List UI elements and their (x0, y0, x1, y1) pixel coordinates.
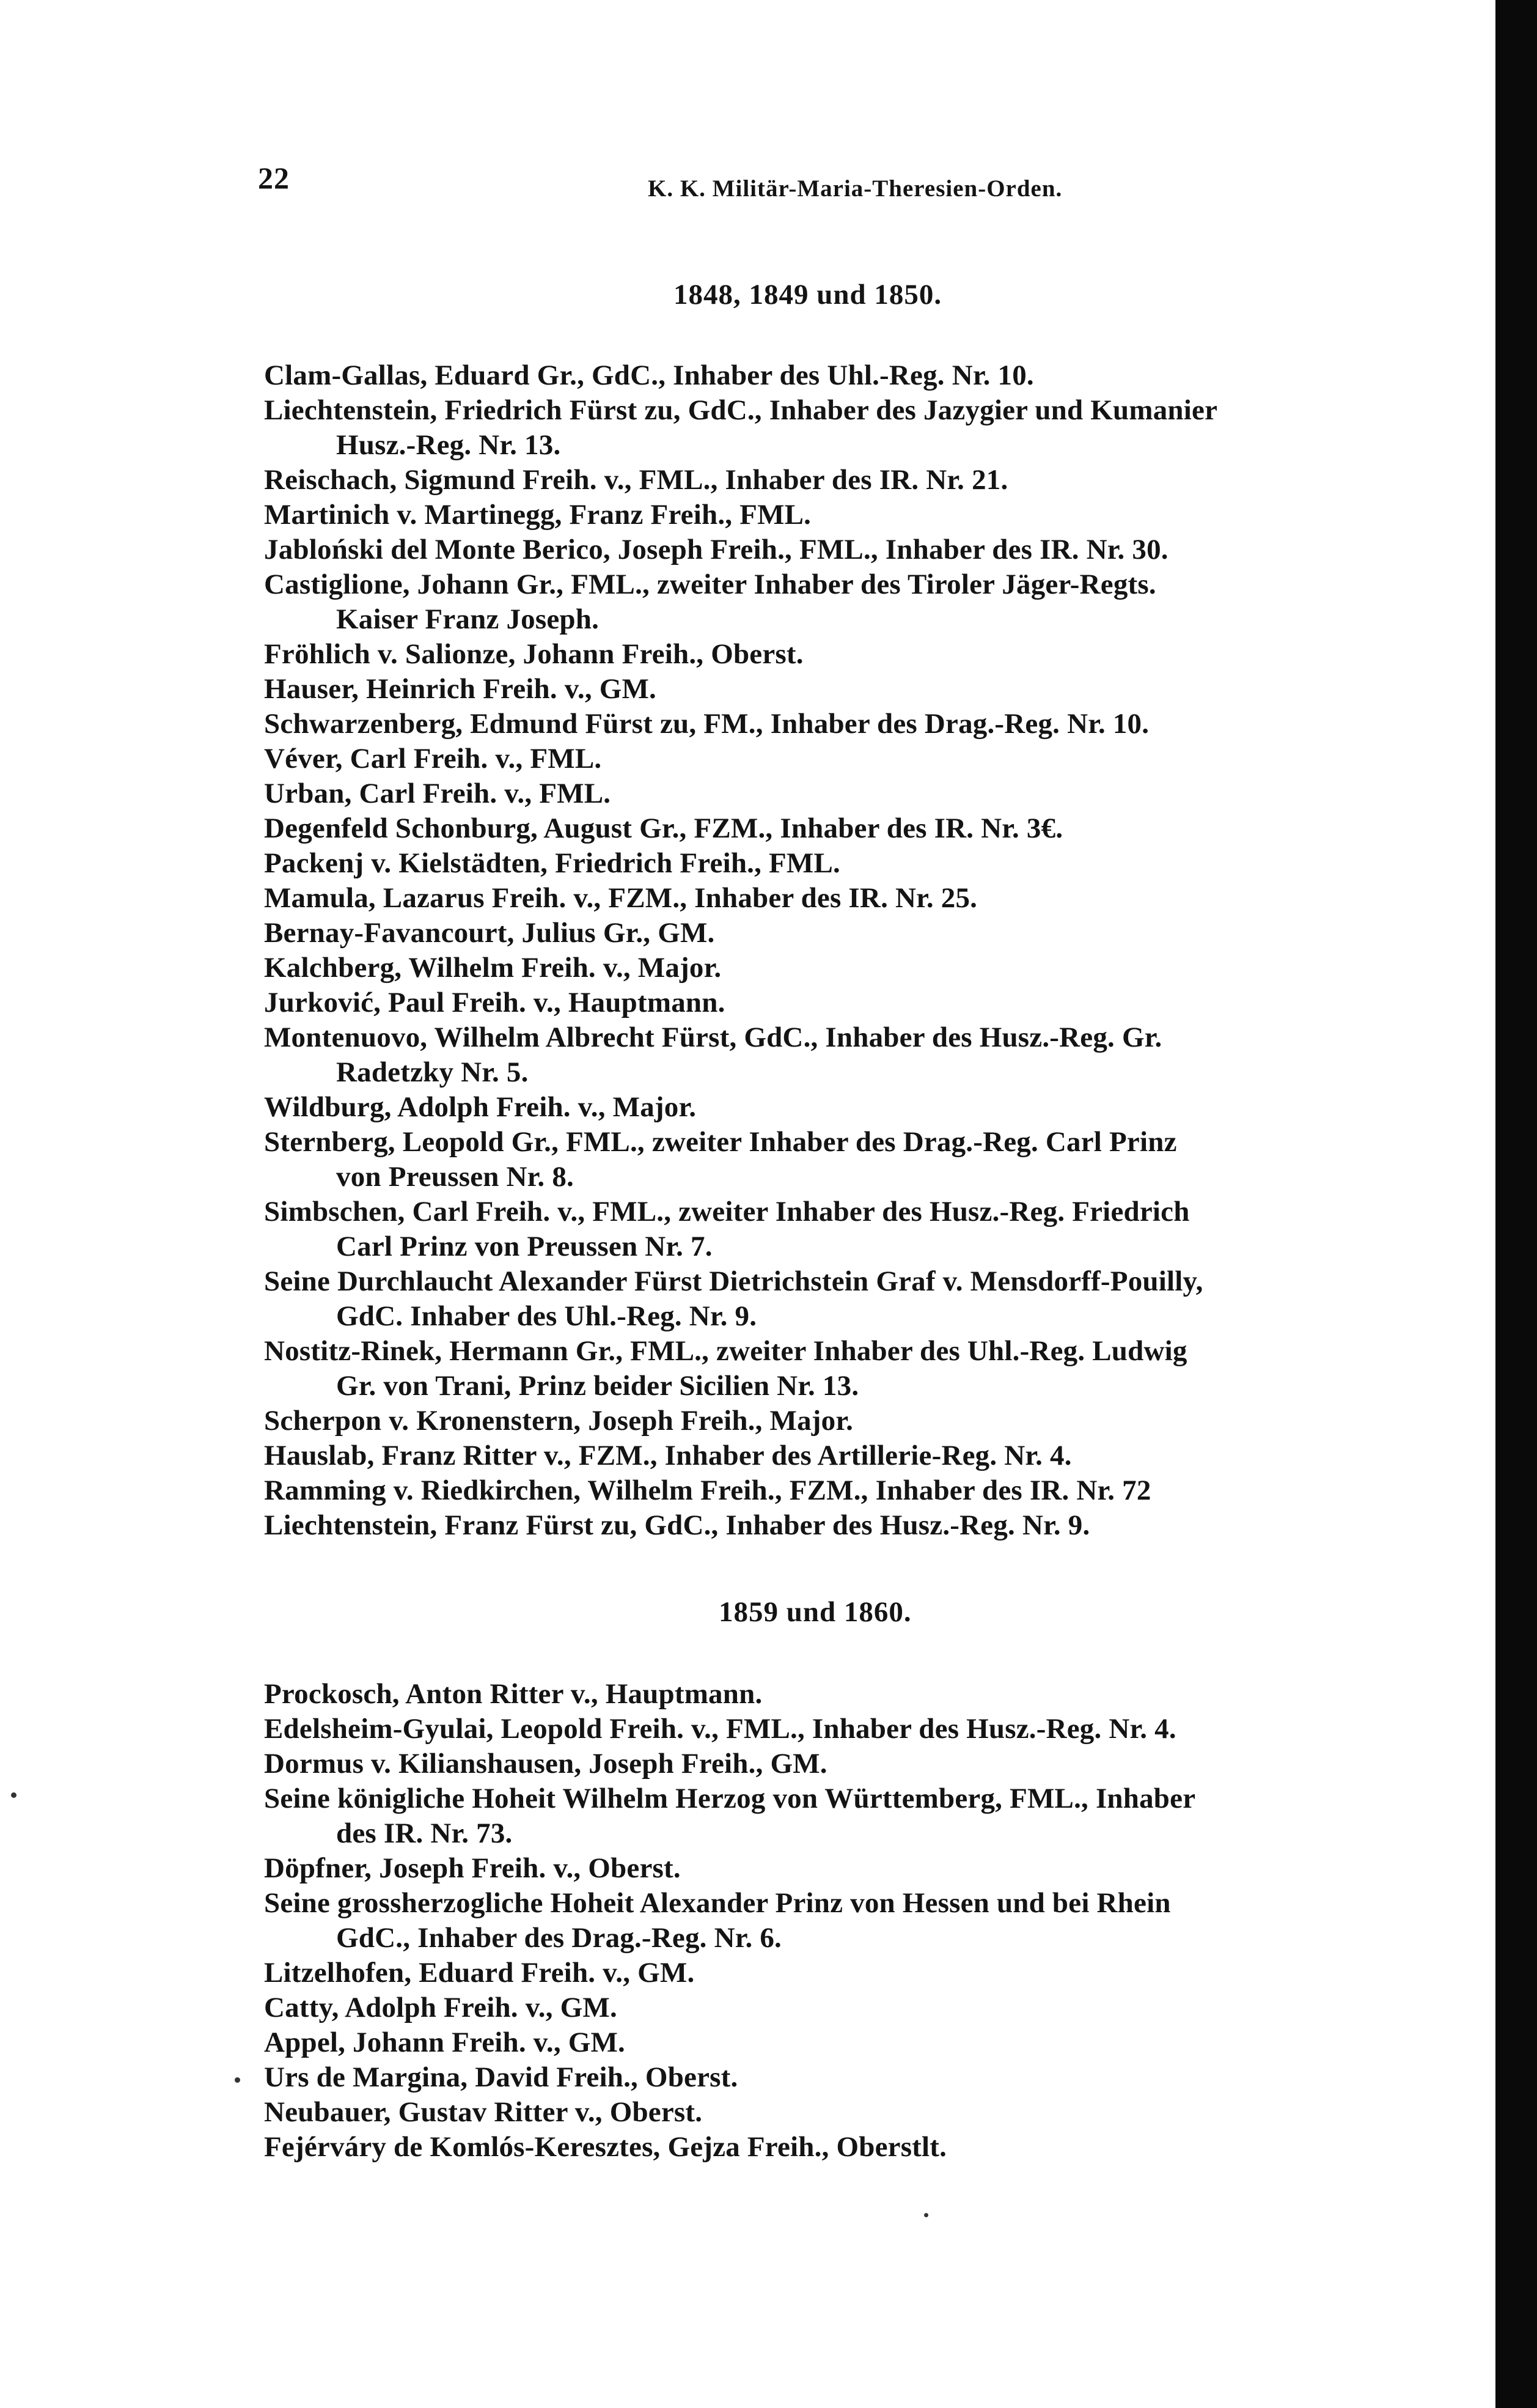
entry-line: Packenj v. Kielstädten, Friedrich Freih., FML. (264, 847, 840, 879)
entry-line: Urban, Carl Freih. v., FML. (264, 778, 611, 809)
entry-line: Wildburg, Adolph Freih. v., Major. (264, 1091, 697, 1123)
entry-line-continuation: Gr. von Trani, Prinz beider Sicilien Nr. 13. (336, 1370, 859, 1402)
entry-line: Nostitz-Rinek, Hermann Gr., FML., zweiter Inhaber des Uhl.-Reg. Ludwig (264, 1335, 1187, 1367)
entry-line: Seine königliche Hoheit Wilhelm Herzog von Württemberg, FML., Inhaber (264, 1783, 1196, 1814)
entry-line: Appel, Johann Freih. v., GM. (264, 2027, 626, 2058)
entry-line-continuation: Carl Prinz von Preussen Nr. 7. (336, 1231, 713, 1262)
entry-line: Urs de Margina, David Freih., Oberst. (264, 2061, 738, 2093)
entry-line: Reischach, Sigmund Freih. v., FML., Inhaber des IR. Nr. 21. (264, 464, 1008, 496)
entry-line: Fejérváry de Komlós-Keresztes, Gejza Freih., Oberstlt. (264, 2131, 947, 2163)
entry-line-continuation: Radetzky Nr. 5. (336, 1056, 529, 1088)
entry-line: Dormus v. Kilianshausen, Joseph Freih., GM. (264, 1748, 827, 1780)
entry-line: Clam-Gallas, Eduard Gr., GdC., Inhaber des Uhl.-Reg. Nr. 10. (264, 359, 1034, 391)
section-title-1848-1850: 1848, 1849 und 1850. (673, 279, 942, 311)
entry-line: Bernay-Favancourt, Julius Gr., GM. (264, 917, 715, 949)
entry-line: Simbschen, Carl Freih. v., FML., zweiter Inhaber des Husz.-Reg. Friedrich (264, 1196, 1190, 1228)
entry-line: Montenuovo, Wilhelm Albrecht Fürst, GdC., Inhaber des Husz.-Reg. Gr. (264, 1022, 1162, 1053)
entry-line: Ramming v. Riedkirchen, Wilhelm Freih., FZM., Inhaber des IR. Nr. 72 (264, 1475, 1151, 1506)
entry-line: Liechtenstein, Friedrich Fürst zu, GdC., Inhaber des Jazygier und Kumanier (264, 394, 1218, 426)
entry-line-continuation: GdC., Inhaber des Drag.-Reg. Nr. 6. (336, 1922, 782, 1954)
entry-line: Véver, Carl Freih. v., FML. (264, 743, 602, 775)
entry-line: Jurković, Paul Freih. v., Hauptmann. (264, 987, 725, 1018)
entry-line-continuation: Kaiser Franz Joseph. (336, 603, 600, 635)
scan-border (1495, 0, 1537, 2408)
entry-line: Kalchberg, Wilhelm Freih. v., Major. (264, 952, 722, 984)
entry-line-continuation: von Preussen Nr. 8. (336, 1161, 574, 1193)
entry-line: Martinich v. Martinegg, Franz Freih., FML. (264, 499, 812, 531)
entry-line: Fröhlich v. Salionze, Johann Freih., Oberst. (264, 638, 804, 670)
entry-line: Schwarzenberg, Edmund Fürst zu, FM., Inhaber des Drag.-Reg. Nr. 10. (264, 708, 1150, 740)
entry-line: Hauser, Heinrich Freih. v., GM. (264, 673, 656, 705)
scan-speck (924, 2213, 928, 2217)
entry-line: Sternberg, Leopold Gr., FML., zweiter Inhaber des Drag.-Reg. Carl Prinz (264, 1126, 1177, 1158)
page-number: 22 (258, 161, 290, 195)
entry-line: Mamula, Lazarus Freih. v., FZM., Inhaber des IR. Nr. 25. (264, 882, 978, 914)
entry-line-continuation: Husz.-Reg. Nr. 13. (336, 429, 561, 461)
entry-line: Neubauer, Gustav Ritter v., Oberst. (264, 2096, 703, 2128)
scan-speck (11, 1792, 17, 1798)
entry-line: Litzelhofen, Eduard Freih. v., GM. (264, 1957, 695, 1989)
section-title-1859-1860: 1859 und 1860. (719, 1596, 912, 1628)
entry-line: Edelsheim-Gyulai, Leopold Freih. v., FML., Inhaber des Husz.-Reg. Nr. 4. (264, 1713, 1176, 1745)
entry-line: Scherpon v. Kronenstern, Joseph Freih., Major. (264, 1405, 854, 1437)
entry-line: Prockosch, Anton Ritter v., Hauptmann. (264, 1678, 763, 1710)
entry-line: Degenfeld Schonburg, August Gr., FZM., Inhaber des IR. Nr. 3€. (264, 812, 1063, 844)
entry-line: Seine Durchlaucht Alexander Fürst Dietrichstein Graf v. Mensdorff-Pouilly, (264, 1265, 1203, 1297)
entry-line: Castiglione, Johann Gr., FML., zweiter Inhaber des Tiroler Jäger-Regts. (264, 569, 1156, 600)
entry-line: Seine grossherzogliche Hoheit Alexander Prinz von Hessen und bei Rhein (264, 1887, 1171, 1919)
scan-speck (235, 2077, 240, 2083)
entry-line: Jabloński del Monte Berico, Joseph Freih., FML., Inhaber des IR. Nr. 30. (264, 534, 1168, 565)
entry-line: Liechtenstein, Franz Fürst zu, GdC., Inhaber des Husz.-Reg. Nr. 9. (264, 1509, 1090, 1541)
entry-line: Döpfner, Joseph Freih. v., Oberst. (264, 1852, 681, 1884)
entry-line: Hauslab, Franz Ritter v., FZM., Inhaber des Artillerie-Reg. Nr. 4. (264, 1440, 1072, 1471)
entry-line-continuation: des IR. Nr. 73. (336, 1817, 513, 1849)
entry-line-continuation: GdC. Inhaber des Uhl.-Reg. Nr. 9. (336, 1300, 757, 1332)
entry-line: Catty, Adolph Freih. v., GM. (264, 1992, 617, 2023)
running-head: K. K. Militär-Maria-Theresien-Orden. (648, 175, 1063, 202)
